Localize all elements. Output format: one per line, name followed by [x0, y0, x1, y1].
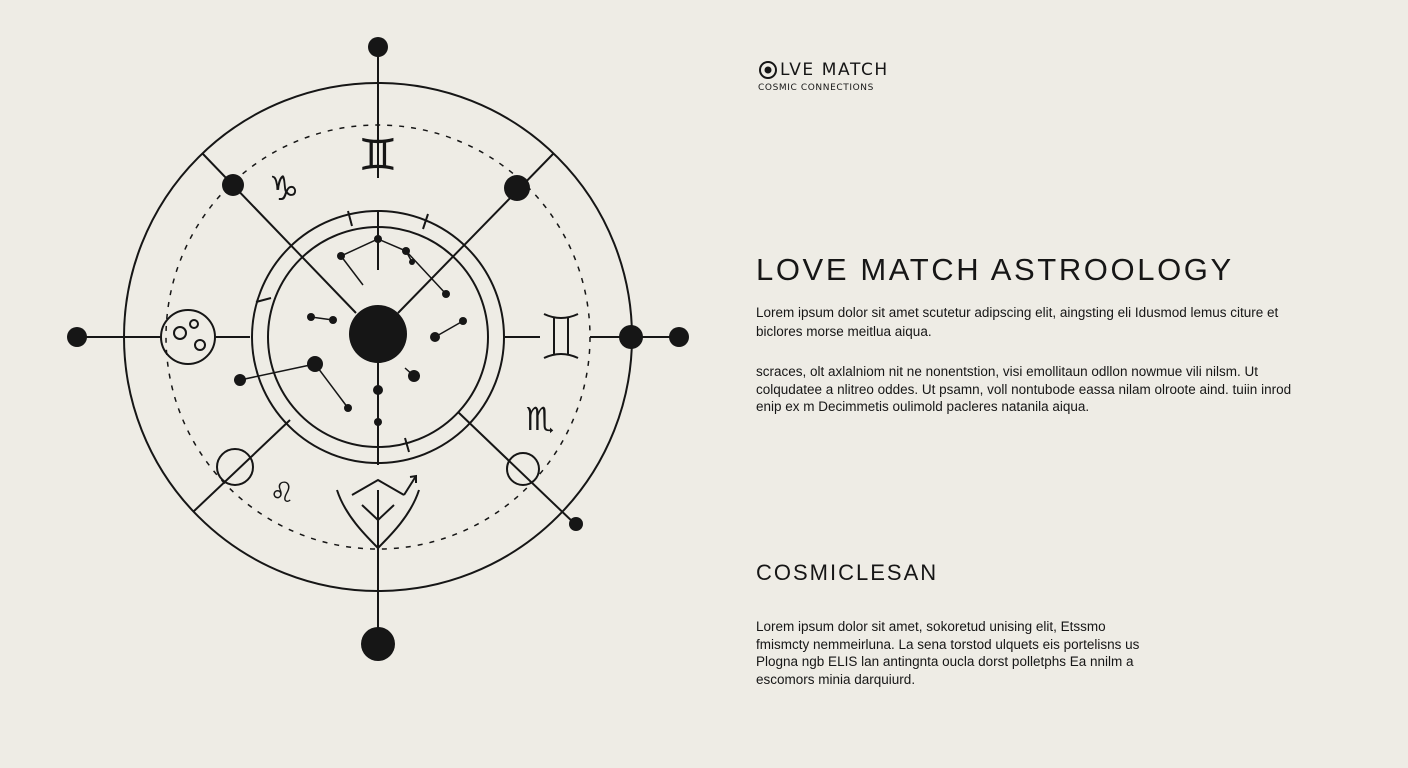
logo-ring-icon — [758, 60, 778, 80]
dot-upper-left — [222, 174, 244, 196]
intro-paragraph: Lorem ipsum dolor sit amet scutetur adipscing elit, aingsting eli Idusmod lemus citure et biclores morse meitlua aiqua. — [756, 305, 1279, 339]
dot-left — [67, 327, 87, 347]
brand-title: LVE MATCH — [780, 60, 889, 80]
page-title: LOVE MATCH ASTROOLOGY — [756, 252, 1234, 287]
planet-lower-right — [507, 453, 539, 485]
section-paragraph: Lorem ipsum dolor sit amet, sokoretud unising elit, Etssmo fmismcty nemmeirluna. La sena torstod ulquets eis portelisns us Plogna ngb ELIS lan antingnta oucla dorst polletphs Ea nnilm a escomors minia darquiurd. — [756, 619, 1140, 687]
dot-right-ring — [619, 325, 643, 349]
center-sun — [349, 305, 407, 363]
section-title: COSMICLESAN — [756, 560, 939, 585]
dot-lower-right — [569, 517, 583, 531]
zodiac-glyph-lower-left: ♌ — [269, 476, 295, 509]
body-paragraph: scraces, olt axlalniom nit ne nonentstion, visi emollitaun odllon nowmue vili nilsm. Ut colqudatee a nlitreo oddes. Ut psamn, voll nontubode eassa nilam olroote aind. tuiin inrod enip ex m Decimmetis oulimold pacleres natanila aiqua. — [756, 364, 1292, 414]
zodiac-glyph-lower-right: ♏ — [525, 400, 555, 438]
planet-left — [161, 310, 215, 364]
brand-subtitle: COSMIC CONNECTIONS — [758, 83, 874, 93]
dot-upper-right — [504, 175, 530, 201]
planet-lower-left — [217, 449, 253, 485]
dot-bottom — [361, 627, 395, 661]
brand-logo — [758, 60, 889, 80]
zodiac-glyph-top: ♊ — [358, 130, 398, 181]
dot-right — [669, 327, 689, 347]
dot-top — [368, 37, 388, 57]
zodiac-glyph-upper-left: ♑ — [268, 169, 300, 209]
